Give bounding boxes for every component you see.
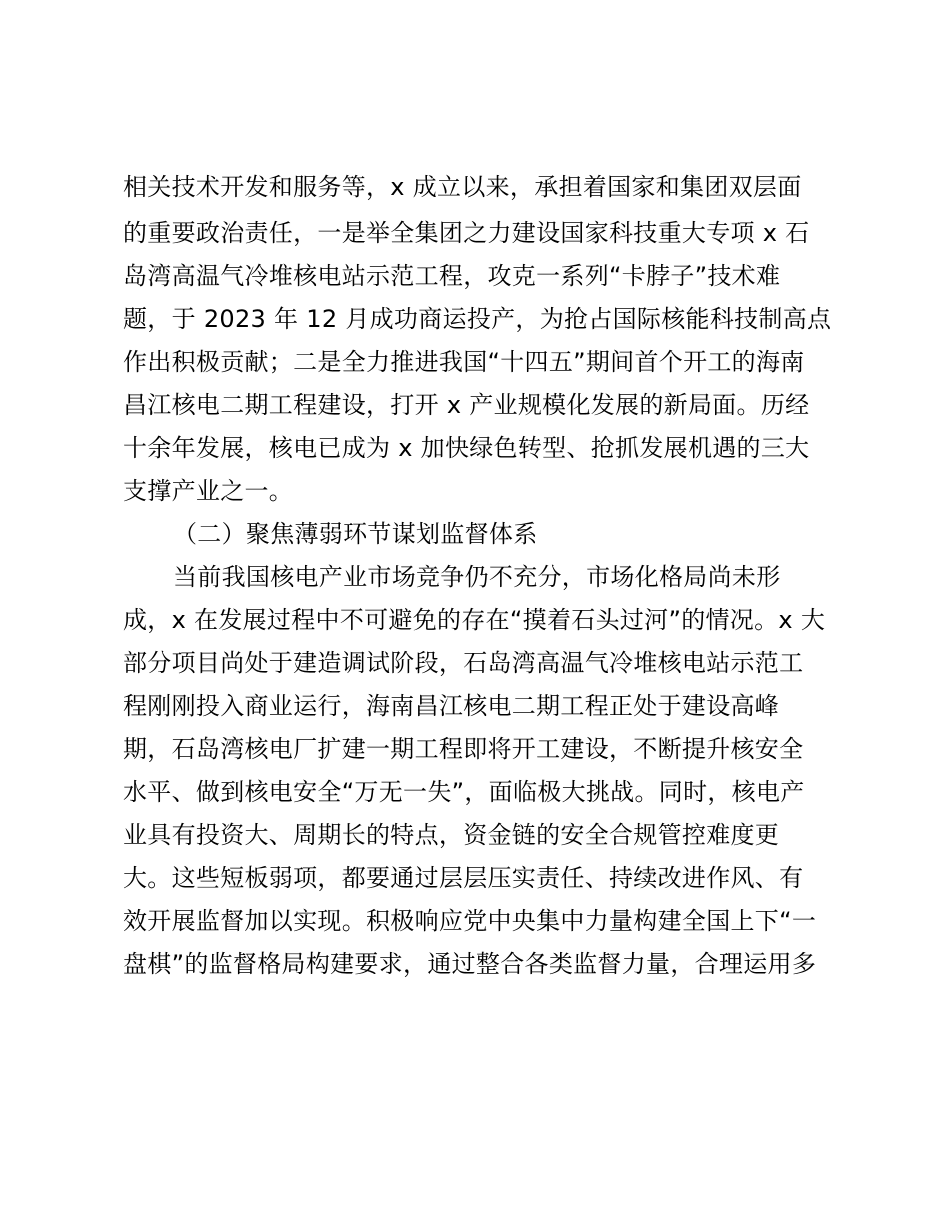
paragraph-1-line-2: 的重要政治责任，一是举全集团之力建设国家科技重大专项 x 石 <box>123 219 810 247</box>
paragraph-2-line-5: 期，石岛湾核电厂扩建一期工程即将开工建设，不断提升核安全 <box>123 735 804 763</box>
paragraph-1-line-4: 题，于 2023 年 12 月成功商运投产，为抢占国际核能科技制高点 <box>123 305 832 333</box>
paragraph-2-line-4: 程刚刚投入商业运行，海南昌江核电二期工程正处于建设高峰 <box>123 692 780 720</box>
paragraph-2-line-1: 当前我国核电产业市场竞争仍不充分，市场化格局尚未形 <box>173 563 781 591</box>
paragraph-2-line-8: 大。这些短板弱项，都要通过层层压实责任、持续改进作风、有 <box>123 864 804 892</box>
section-heading: （二）聚焦薄弱环节谋划监督体系 <box>173 520 538 548</box>
paragraph-1-line-6: 昌江核电二期工程建设，打开 x 产业规模化发展的新局面。历经 <box>123 391 810 419</box>
paragraph-1-line-5: 作出积极贡献；二是全力推进我国“十四五”期间首个开工的海南 <box>123 348 805 376</box>
paragraph-1-line-8: 支撑产业之一。 <box>123 477 294 505</box>
paragraph-1-line-7: 十余年发展，核电已成为 x 加快绿色转型、抢抓发展机遇的三大 <box>123 434 810 462</box>
paragraph-2-line-3: 部分项目尚处于建造调试阶段，石岛湾高温气冷堆核电站示范工 <box>123 649 804 677</box>
paragraph-2-line-2: 成，x 在发展过程中不可避免的存在“摸着石头过河”的情况。x 大 <box>123 606 826 634</box>
paragraph-1-line-3: 岛湾高温气冷堆核电站示范工程，攻克一系列“卡脖子”技术难 <box>123 262 781 290</box>
paragraph-2-line-7: 业具有投资大、周期长的特点，资金链的安全合规管控难度更 <box>123 821 780 849</box>
paragraph-2-line-10: 盘棋”的监督格局构建要求，通过整合各类监督力量，合理运用多 <box>123 950 817 978</box>
paragraph-2-line-6: 水平、做到核电安全“万无一失”，面临极大挑战。同时，核电产 <box>123 778 805 806</box>
paragraph-1-line-1: 相关技术开发和服务等，x 成立以来，承担着国家和集团双层面 <box>123 173 802 201</box>
paragraph-2-line-9: 效开展监督加以实现。积极响应党中央集中力量构建全国上下“一 <box>123 907 817 935</box>
